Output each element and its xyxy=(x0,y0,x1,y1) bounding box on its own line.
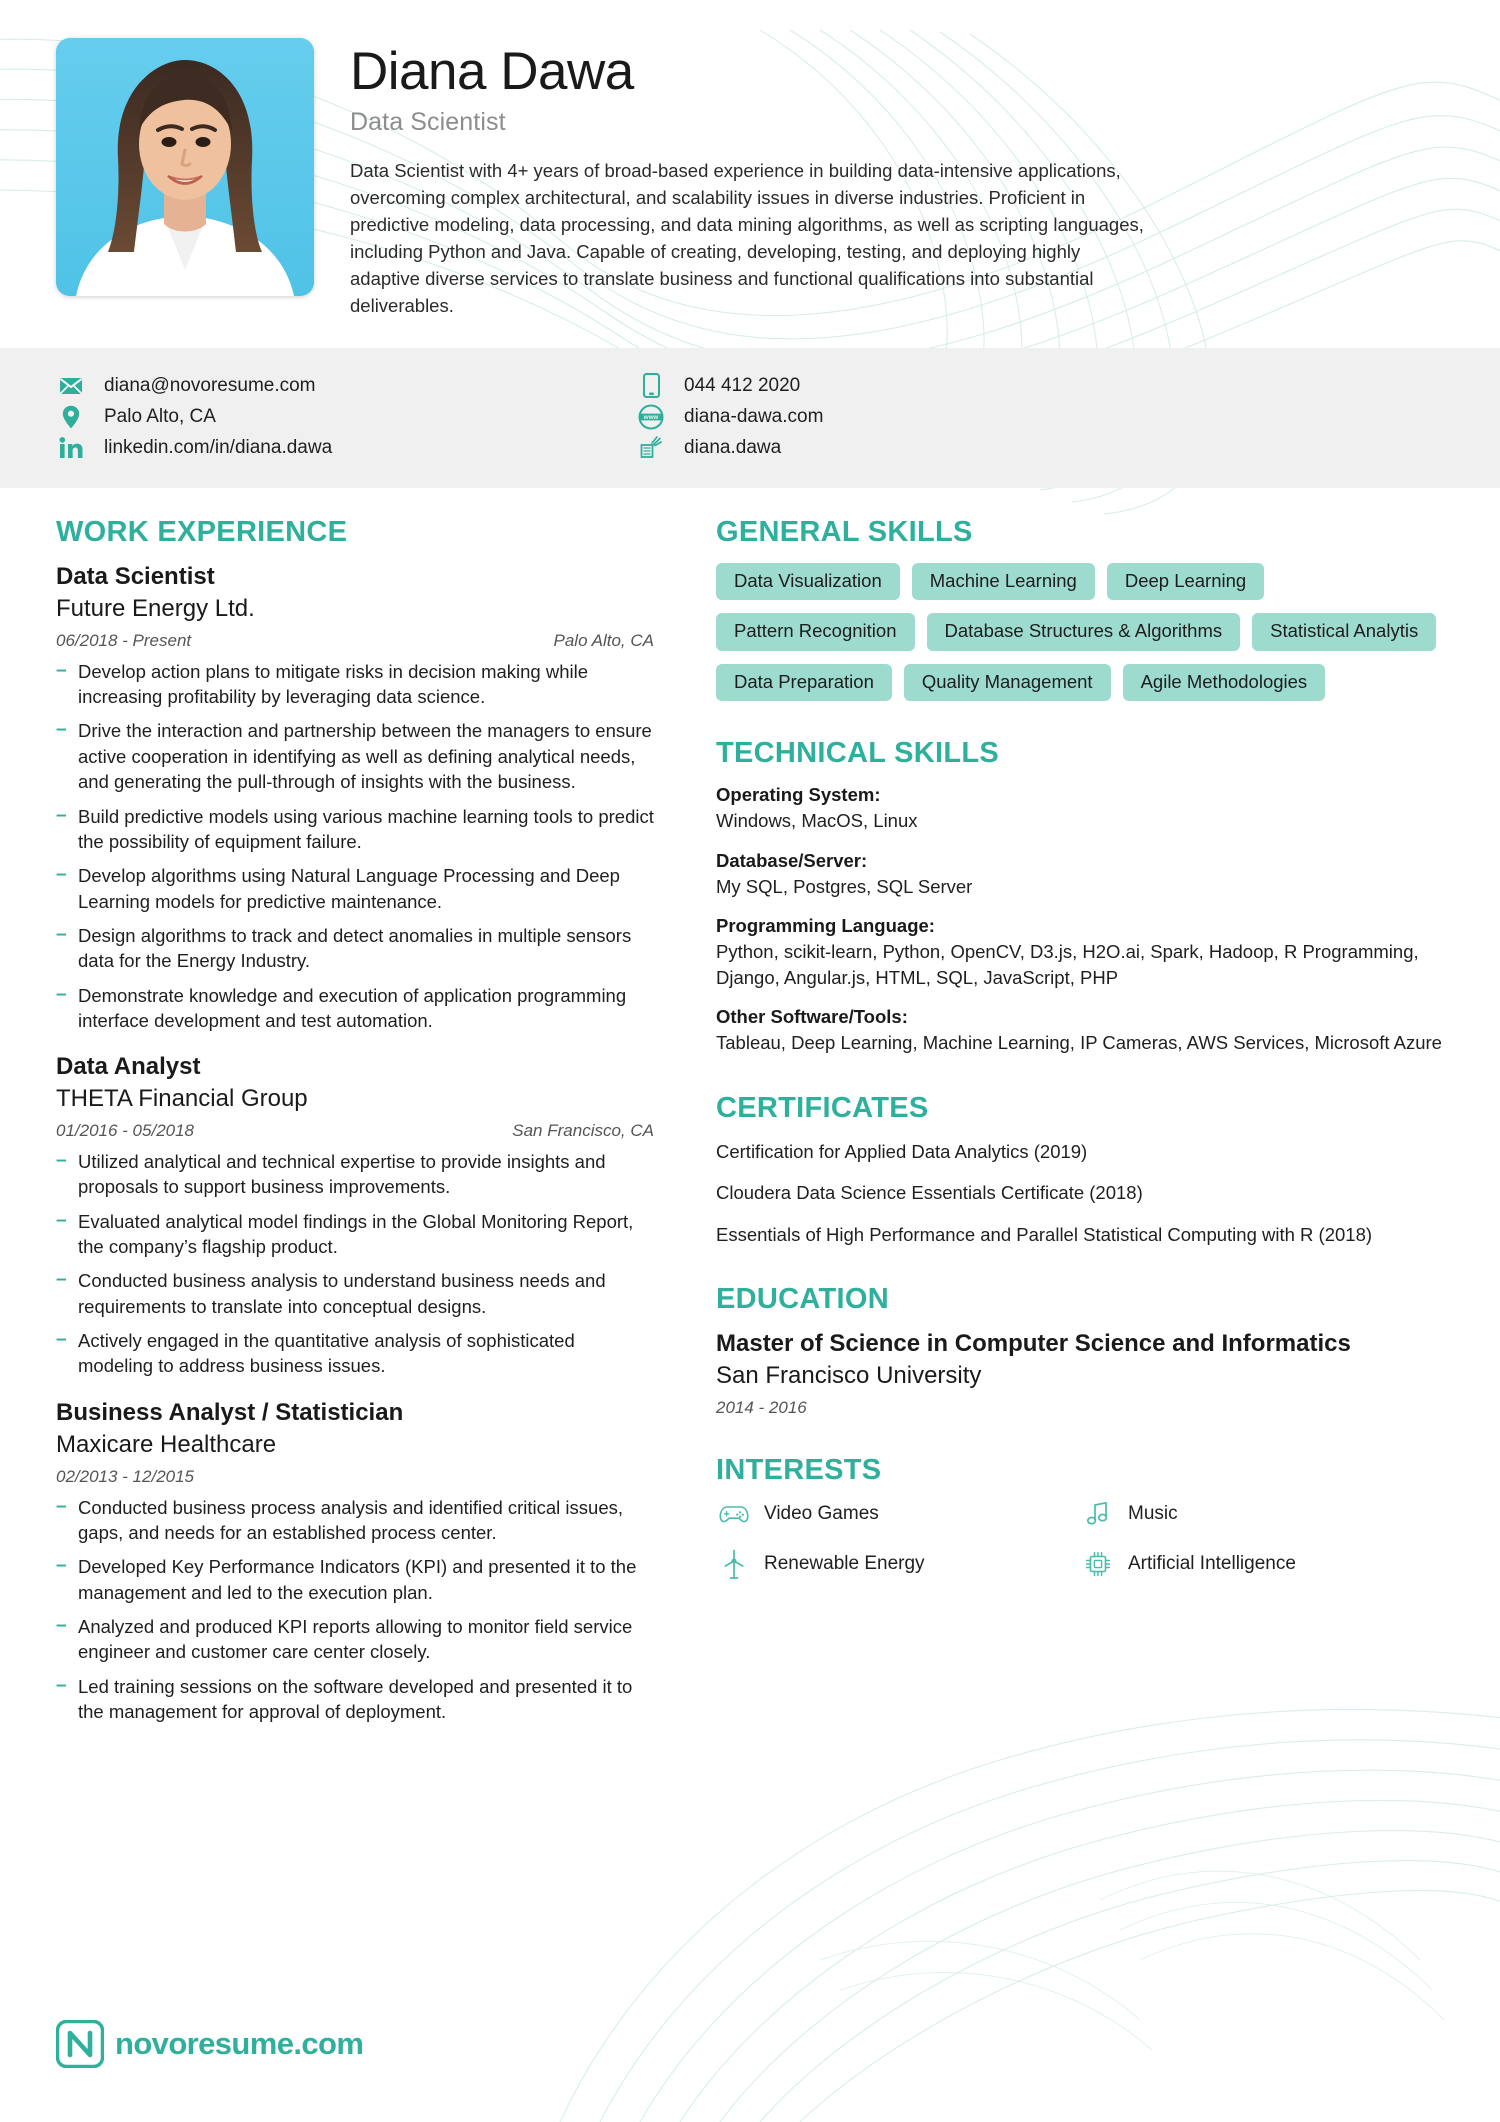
resume-body xyxy=(0,488,1500,1744)
website-www-icon xyxy=(636,404,666,430)
resume-header xyxy=(0,0,1500,348)
tech-skill-value: Python, scikit-learn, Python, OpenCV, D3.js, H2O.ai, Spark, Hadoop, R Programming, Django, Angular.js, HTML, SQL, JavaScript, PHP xyxy=(716,941,1419,988)
interest-item-artificial-intelligence xyxy=(1080,1549,1444,1579)
job-location: San Francisco, CA xyxy=(512,1121,654,1141)
cpu-chip-icon xyxy=(1080,1550,1116,1578)
education-entry xyxy=(716,1330,1444,1418)
contact-item-linkedin[interactable] xyxy=(56,433,601,464)
job-company: THETA Financial Group xyxy=(56,1085,308,1113)
certificate-item: Cloudera Data Science Essentials Certificate (2018) xyxy=(716,1182,1143,1204)
job-bullets xyxy=(56,659,654,1033)
contact-column-right xyxy=(601,370,1444,464)
gamepad-icon xyxy=(716,1503,752,1525)
header-summary: Data Scientist with 4+ years of broad-based experience in building data-intensive applications, overcoming complex architectural, and scalability issues in diverse industries. Proficient in predictive modeling, data processing, and data mining algorithms, as well as scripting languages, including Python and Java. Capable of creating, developing, testing, and deploying highly adaptive diverse services to translate business and functional qualifications into substantial deliverables. xyxy=(350,160,1144,317)
certificate-item: Essentials of High Performance and Parallel Statistical Computing with R (2018) xyxy=(716,1223,1373,1245)
footer-logo[interactable] xyxy=(56,2020,363,2068)
music-note-icon xyxy=(1080,1501,1116,1527)
profile-photo-illustration xyxy=(56,38,314,296)
job-location: Palo Alto, CA xyxy=(553,630,654,650)
job-title: Data Scientist xyxy=(56,563,215,590)
tech-skill-group xyxy=(716,850,1444,900)
interest-label: Video Games xyxy=(764,1502,879,1524)
tech-skill-value: Windows, MacOS, Linux xyxy=(716,810,918,832)
list-item: – Actively engaged in the quantitative analysis of sophisticated modeling to address business issues. xyxy=(56,1328,654,1379)
list-item: – Analyzed and produced KPI reports allowing to monitor field service engineer and customer care center closely. xyxy=(56,1614,654,1665)
tech-skill-value: Tableau, Deep Learning, Machine Learning, IP Cameras, AWS Services, Microsoft Azure xyxy=(716,1032,1442,1054)
job-meta xyxy=(56,1467,654,1487)
contact-value: diana.dawa xyxy=(684,437,782,459)
job-company: Future Energy Ltd. xyxy=(56,594,255,622)
job-title: Data Analyst xyxy=(56,1053,201,1081)
skill-tag: Pattern Recognition xyxy=(716,613,915,650)
list-item: – Drive the interaction and partnership between the managers to ensure active cooperation in identifying as well as defining analytical needs, and generating the pull-through of insights with the business. xyxy=(56,718,654,794)
interest-label: Renewable Energy xyxy=(764,1552,925,1574)
tech-skill-label: Database/Server: xyxy=(716,849,868,871)
list-item: – Build predictive models using various machine learning tools to predict the possibility of equipment failure. xyxy=(56,804,654,855)
section-title-work-experience: WORK EXPERIENCE xyxy=(56,516,348,548)
interest-item-music xyxy=(1080,1501,1444,1527)
list-item: – Design algorithms to track and detect anomalies in multiple sensors data for the Energy Industry. xyxy=(56,923,654,974)
interests-list xyxy=(716,1501,1444,1601)
avatar xyxy=(56,38,314,296)
right-column xyxy=(696,516,1444,1744)
contact-value: diana-dawa.com xyxy=(684,405,824,427)
wind-turbine-icon xyxy=(716,1549,752,1579)
education-school: San Francisco University xyxy=(716,1361,982,1389)
interest-label: Music xyxy=(1128,1502,1178,1524)
interest-item-video-games xyxy=(716,1501,1080,1527)
job-meta xyxy=(56,631,654,651)
tech-skill-label: Other Software/Tools: xyxy=(716,1006,908,1028)
contact-item-location[interactable] xyxy=(56,401,601,432)
job-bullets xyxy=(56,1495,654,1725)
header-job-title: Data Scientist xyxy=(350,108,506,137)
contact-item-slideshare[interactable] xyxy=(636,433,1444,464)
email-icon xyxy=(56,377,86,395)
header-text-block xyxy=(314,38,1444,348)
contact-value: Palo Alto, CA xyxy=(104,405,216,427)
tech-skill-value: My SQL, Postgres, SQL Server xyxy=(716,875,973,897)
skill-tag: Agile Methodologies xyxy=(1123,664,1326,701)
general-skills-tag-list xyxy=(716,563,1444,701)
skill-tag: Quality Management xyxy=(904,664,1111,701)
section-title-certificates: CERTIFICATES xyxy=(716,1091,929,1124)
list-item: – Led training sessions on the software developed and presented it to the management for approval of deployment. xyxy=(56,1674,654,1725)
list-item: – Conducted business analysis to understand business needs and requirements to translate into conceptual designs. xyxy=(56,1268,654,1319)
list-item: – Evaluated analytical model findings in the Global Monitoring Report, the company’s flagship product. xyxy=(56,1209,654,1260)
skill-tag: Statistical Analytis xyxy=(1252,613,1436,650)
tech-skill-label: Operating System: xyxy=(716,784,881,806)
contact-item-website[interactable] xyxy=(636,401,1444,432)
skill-tag: Data Preparation xyxy=(716,664,892,701)
list-item: – Develop action plans to mitigate risks in decision making while increasing profitability by leveraging data science. xyxy=(56,659,654,710)
tech-skill-group xyxy=(716,784,1444,834)
education-degree: Master of Science in Computer Science and Informatics xyxy=(716,1330,1351,1358)
job-entry xyxy=(56,1399,654,1725)
skill-tag: Machine Learning xyxy=(912,563,1095,600)
tech-skill-label: Programming Language: xyxy=(716,915,935,937)
list-item: – Conducted business process analysis and identified critical issues, gaps, and needs for an established process center. xyxy=(56,1495,654,1546)
page-title: Diana Dawa xyxy=(350,42,634,101)
linkedin-icon xyxy=(56,437,86,459)
svg-text:www: www xyxy=(643,414,659,422)
interest-item-renewable-energy xyxy=(716,1549,1080,1579)
footer-logo-text: novoresume.com xyxy=(115,2026,364,2061)
interest-label: Artificial Intelligence xyxy=(1128,1552,1296,1574)
job-dates: 06/2018 - Present xyxy=(56,630,192,650)
contact-bar xyxy=(0,348,1500,488)
job-company: Maxicare Healthcare xyxy=(56,1430,277,1458)
list-item: – Utilized analytical and technical expertise to provide insights and proposals to support business improvements. xyxy=(56,1149,654,1200)
skill-tag: Database Structures & Algorithms xyxy=(927,613,1241,650)
phone-icon xyxy=(636,373,666,398)
contact-column-left xyxy=(56,370,601,464)
contact-value: diana@novoresume.com xyxy=(104,374,316,396)
job-entry xyxy=(56,1053,654,1379)
left-column xyxy=(56,516,696,1744)
location-pin-icon xyxy=(56,405,86,429)
job-dates: 01/2016 - 05/2018 xyxy=(56,1121,195,1141)
list-item: – Demonstrate knowledge and execution of application programming interface development and test automation. xyxy=(56,983,654,1034)
slideshare-icon xyxy=(636,435,666,461)
certificate-item: Certification for Applied Data Analytics (2019) xyxy=(716,1140,1088,1162)
job-entry xyxy=(56,563,654,1033)
skill-tag: Deep Learning xyxy=(1107,563,1264,600)
job-title: Business Analyst / Statistician xyxy=(56,1398,404,1426)
tech-skill-group xyxy=(716,915,1444,990)
section-title-interests: INTERESTS xyxy=(716,1453,882,1486)
skill-tag: Data Visualization xyxy=(716,563,900,600)
contact-item-email[interactable] xyxy=(56,370,601,401)
section-title-education: EDUCATION xyxy=(716,1283,889,1316)
list-item: – Developed Key Performance Indicators (KPI) and presented it to the management and led to the execution plan. xyxy=(56,1554,654,1605)
education-years: 2014 - 2016 xyxy=(716,1397,807,1417)
section-title-technical-skills: TECHNICAL SKILLS xyxy=(716,737,999,770)
job-dates: 02/2013 - 12/2015 xyxy=(56,1466,195,1486)
job-meta xyxy=(56,1121,654,1141)
job-bullets xyxy=(56,1149,654,1379)
tech-skill-group xyxy=(716,1006,1444,1056)
list-item: – Develop algorithms using Natural Language Processing and Deep Learning models for predictive maintenance. xyxy=(56,863,654,914)
contact-value: linkedin.com/in/diana.dawa xyxy=(104,437,333,459)
contact-item-phone[interactable] xyxy=(636,370,1444,401)
novoresume-logo-mark-icon xyxy=(56,2020,104,2068)
contact-value: 044 412 2020 xyxy=(684,374,801,396)
section-title-general-skills: GENERAL SKILLS xyxy=(716,516,973,548)
